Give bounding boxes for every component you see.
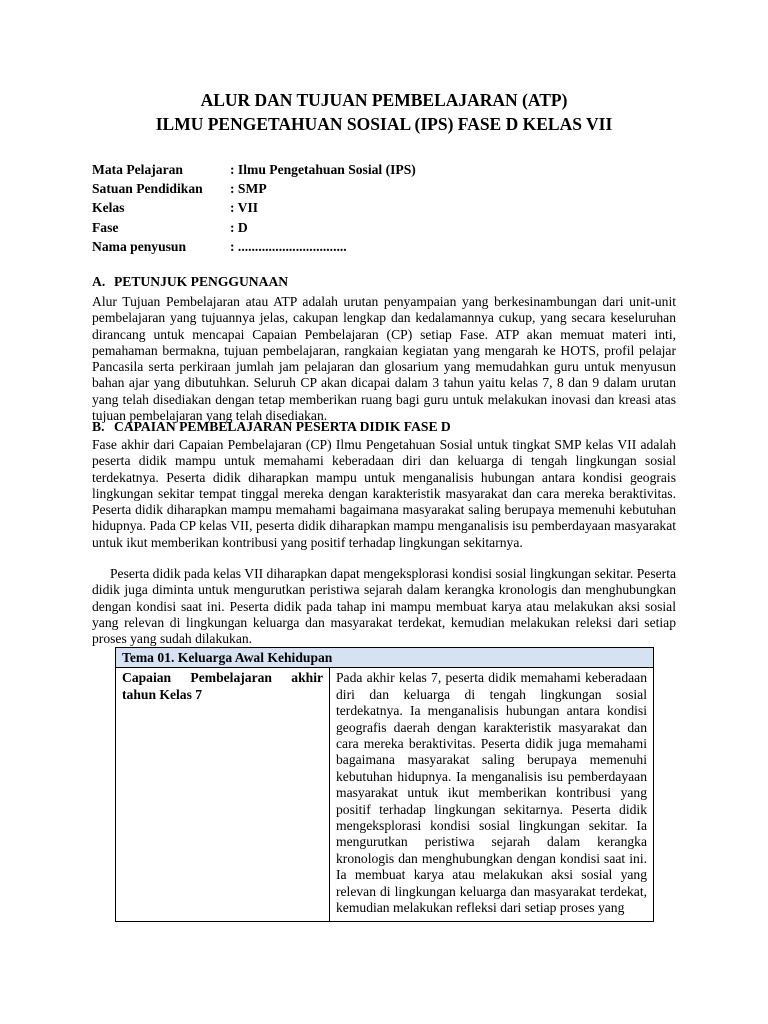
tema-table (115, 647, 654, 922)
meta-row-kelas (92, 198, 416, 217)
section-title: CAPAIAN PEMBELAJARAN PESERTA DIDIK FASE D (114, 419, 451, 434)
section-title: PETUNJUK PENGGUNAAN (114, 274, 289, 289)
title-line-2: ILMU PENGETAHUAN SOSIAL (IPS) FASE D KELAS VII (155, 114, 613, 134)
meta-row-satuan-pendidikan (92, 179, 416, 198)
section-a-heading (92, 273, 288, 290)
meta-row-mata-pelajaran (92, 160, 416, 179)
cp-text-cell (330, 668, 654, 922)
meta-info (92, 160, 416, 256)
tema-heading: Tema 01. Keluarga Awal Kehidupan (116, 648, 654, 668)
meta-value: : Ilmu Pengetahuan Sosial (IPS) (230, 162, 416, 177)
section-b-paragraph-2: Peserta didik pada kelas VII diharapkan dapat mengeksplorasi kondisi sosial lingkungan sekitar. Peserta didik juga diminta untuk mengurutkan peristiwa sejarah dalam kerangka kronologis dan menghubungkan dengan kondisi saat ini. Peserta didik pada tahap ini mampu membuat karya atau melakukan aksi sosial yang relevan di lingkungan keluarga dan masyarakat terdekat, kemudian melakukan releksi dari setiap proses yang sudah dilakukan. (92, 566, 676, 647)
meta-label: Fase (92, 219, 119, 235)
meta-row-nama-penyusun (92, 237, 416, 256)
cp-text: Pada akhir kelas 7, peserta didik memahami keberadaan diri dan keluarga di tengah lingkungan sosial terdekatnya. Ia menganalisis hubungan antara kondisi geografis daerah dengan karakteristik masyarakat dan cara mereka beraktivitas. Peserta didik juga memahami bagaimana masyarakat saling berupaya memenuhi kebutuhan hidupnya. Ia menganalisis isu pemberdayaan masyarakat untuk ikut memberikan kontribusi yang positif terhadap lingkungan sekitarnya. Peserta didik mengeksplorasi kondisi sosial lingkungan sekitar. Ia mengurutkan peristiwa sejarah dalam kerangka kronologis dan menghubungkan dengan kondisi saat ini. Ia membuat karya atau melakukan aksi sosial yang relevan di lingkungan keluarga dan masyarakat terdekat, kemudian melakukan refleksi dari setiap proses yang (336, 670, 647, 916)
meta-value: : VII (230, 200, 259, 216)
section-number: B. (92, 419, 105, 434)
meta-label: Mata Pelajaran (92, 162, 183, 177)
section-a-body: Alur Tujuan Pembelajaran atau ATP adalah urutan penyampaian yang berkesinambungan dari unit-unit pembelajaran yang tujuannya jelas, cakupan lengkap dan kedalamannya cukup, yang secara keseluruhan dirancang untuk mencapai Capaian Pembelajaran (CP) setiap Fase. ATP akan memuat materi inti, pemahaman bermakna, tujuan pembelajaran, rangkaian kegiatan yang mengarah ke HOTS, profil pelajar Pancasila serta perkiraan jumlah jam pelajaran dan glosarium yang memudahkan guru untuk menyusun bahan ajar yang dibutuhkan. Seluruh CP akan dicapai dalam 3 tahun yaitu kelas 7, 8 dan 9 dalam urutan yang telah disediakan dengan tetap memberikan ruang bagi guru untuk melakukan inovasi dan kreasi atas tujuan pembelajaran yang telah disediakan. (92, 294, 676, 424)
table-row (116, 668, 654, 922)
cp-label-cell: Capaian Pembelajaran akhir tahun Kelas 7 (116, 668, 330, 922)
meta-value: : SMP (230, 181, 267, 197)
document-title (0, 88, 768, 136)
meta-label: Kelas (92, 200, 125, 216)
tema-header-row (116, 648, 654, 668)
meta-value: : D (230, 219, 248, 235)
title-line-1: ALUR DAN TUJUAN PEMBELAJARAN (ATP) (200, 90, 568, 110)
meta-value: : ................................ (230, 238, 347, 254)
meta-label: Satuan Pendidikan (92, 181, 203, 197)
meta-row-fase (92, 218, 416, 237)
section-b-paragraph-1: Fase akhir dari Capaian Pembelajaran (CP) Ilmu Pengetahuan Sosial untuk tingkat SMP kelas VII adalah peserta didik mampu untuk memahami keberadaan diri dan keluarga di tengah lingkungan sosial terdekatnya. Peserta didik diharapkan mampu untuk menganalisis hubungan antara kondisi geograis lingkungan sekitar tempat tinggal mereka dengan karakteristik masyarakat dan cara mereka beraktivitas. Peserta didik diharapkan mampu memahami bagaimana masyarakat saling berupaya memenuhi kebutuhan hidupnya. Pada CP kelas VII, peserta didik diharapkan mampu menganalisis isu pemberdayaan masyarakat untuk ikut memberikan kontribusi yang positif terhadap lingkungan sekitarnya. (92, 437, 676, 550)
section-number: A. (92, 274, 106, 289)
meta-label: Nama penyusun (92, 238, 187, 254)
section-b-heading (92, 418, 451, 435)
